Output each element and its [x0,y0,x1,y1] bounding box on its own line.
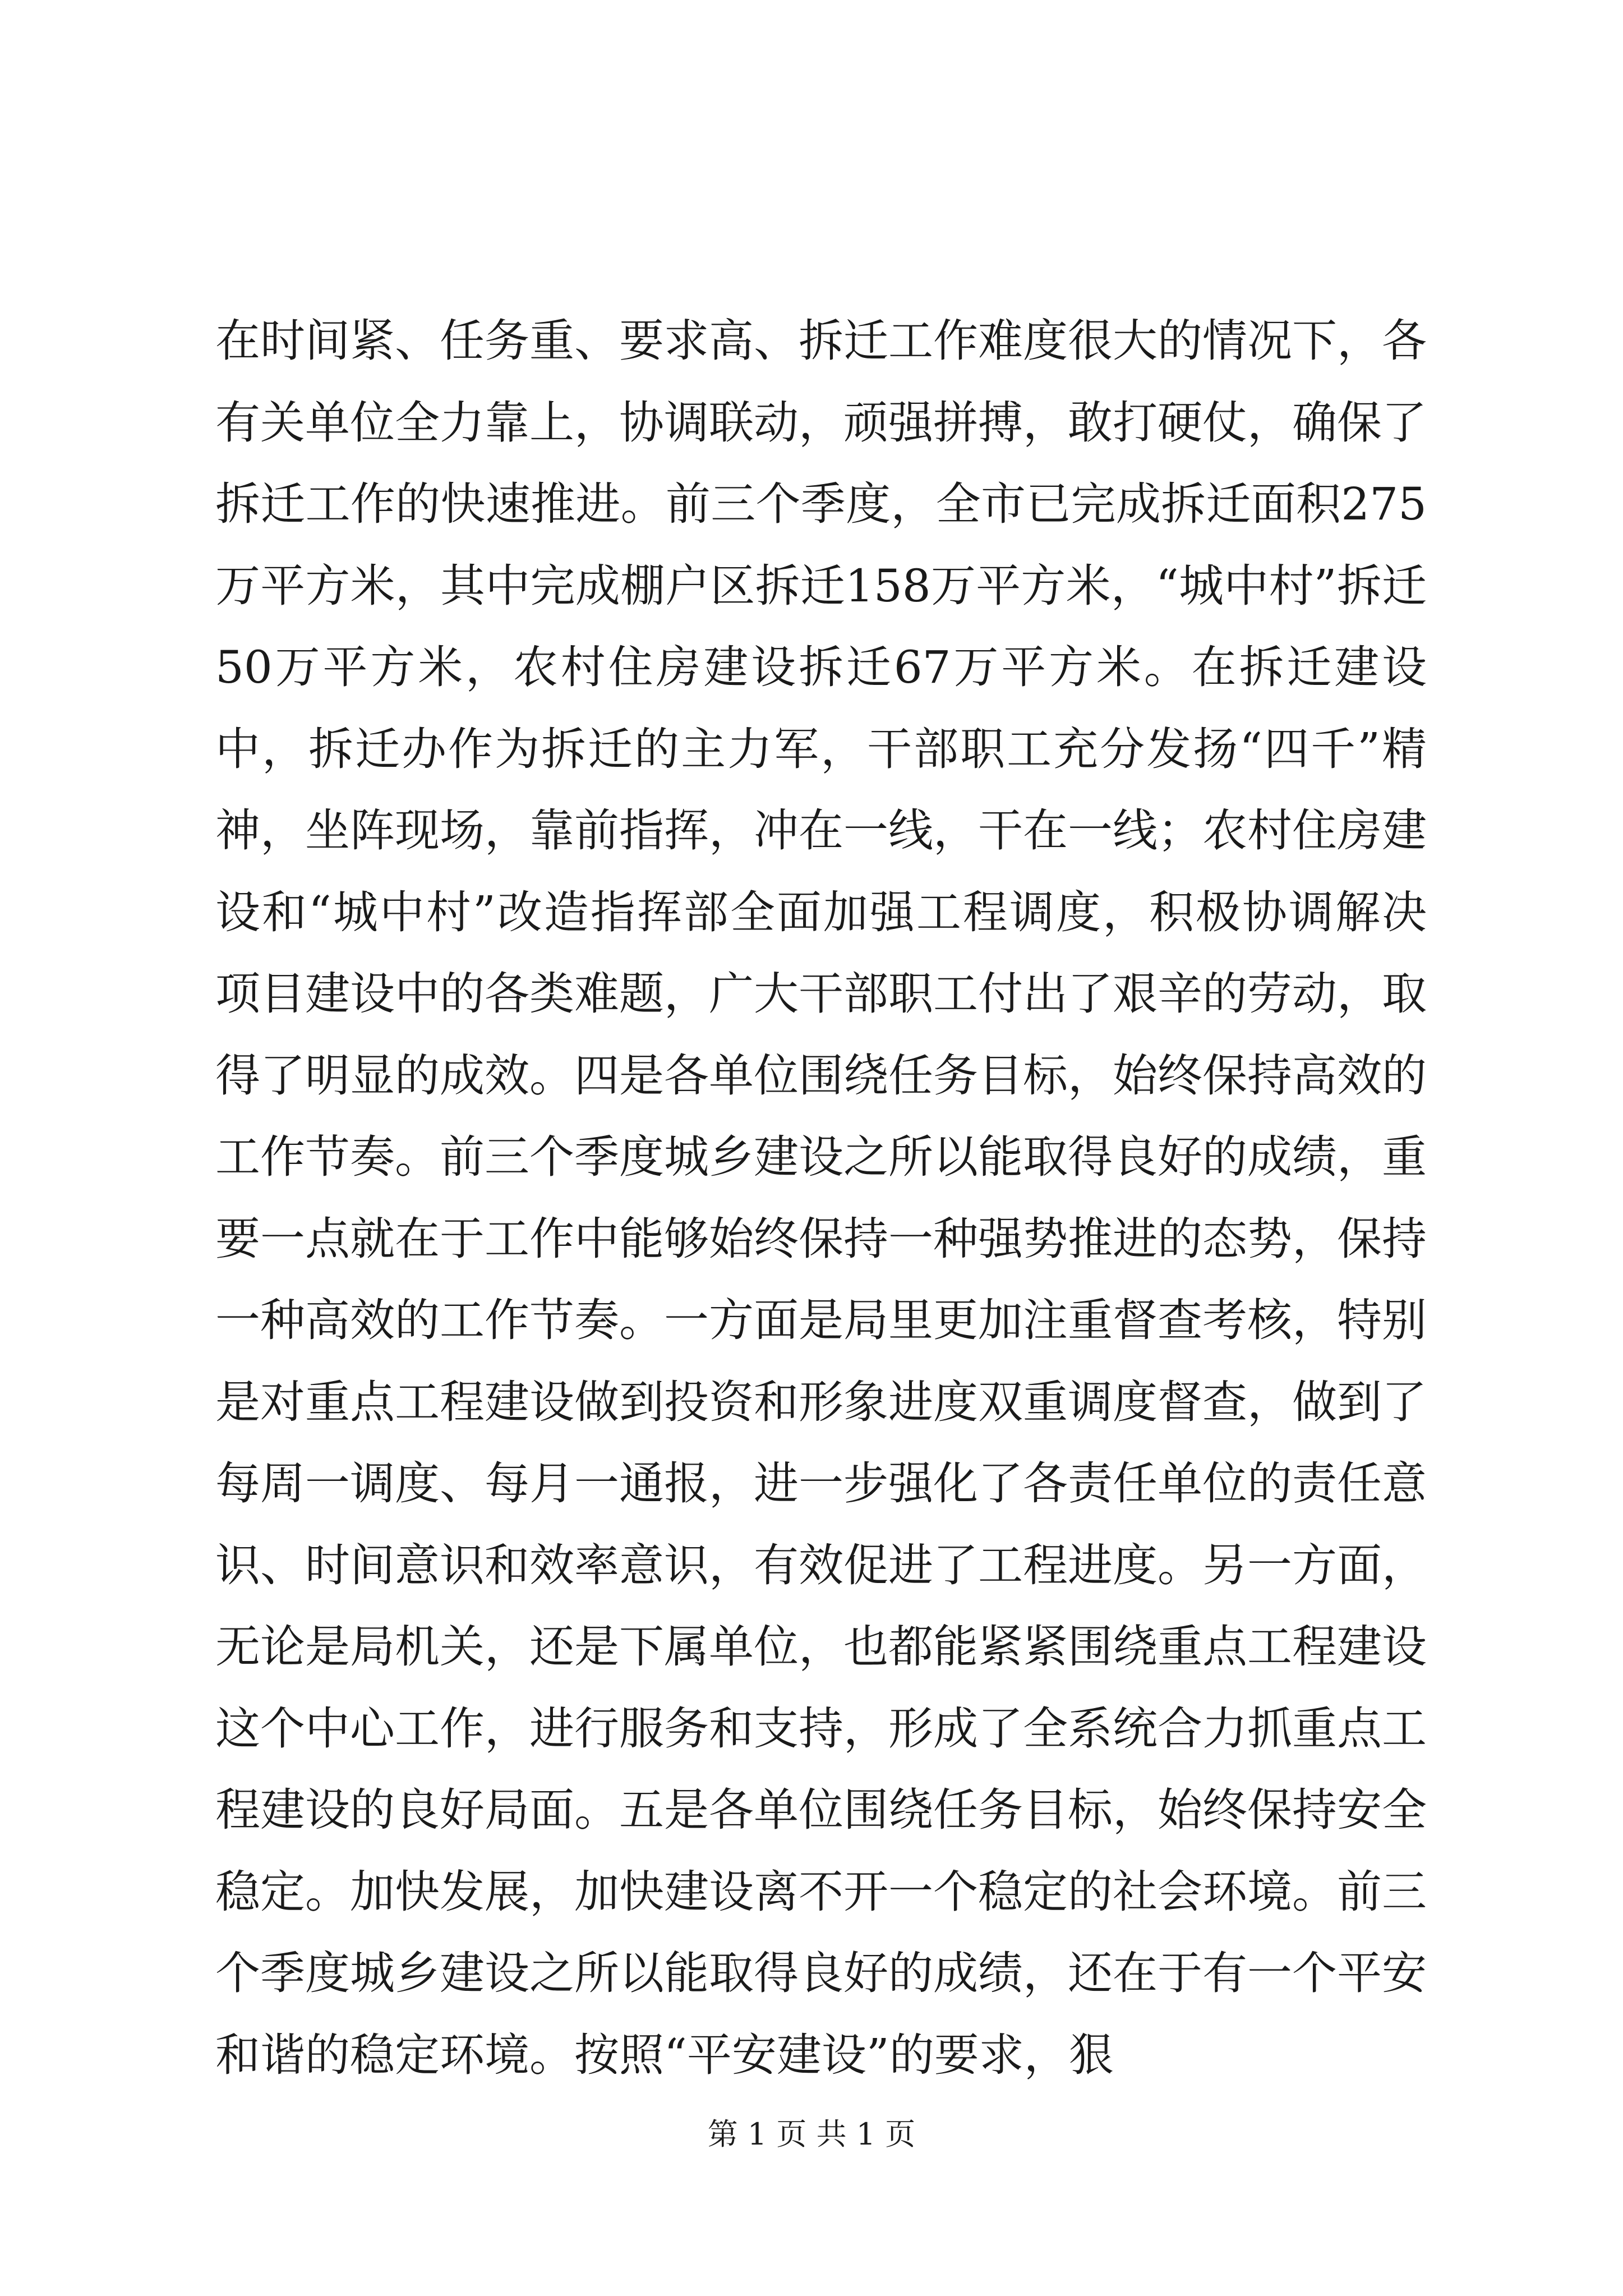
page-footer: 第 1 页 共 1 页 [707,2116,916,2152]
body-paragraph: 在时间紧、任务重、要求高、拆迁工作难度很大的情况下，各有关单位全力靠上，协调联动，顽强拼搏，敢打硬仗，确保了拆迁工作的快速推进。前三个季度，全市已完成拆迁面积275万平方米，其中完成棚户区拆迁158万平方米，“城中村”拆迁50万平方米，农村住房建设拆迁67万平方米。在拆迁建设中，拆迁办作为拆迁的主力军，干部职工充分发扬“四千”精神，坐阵现场，靠前指挥，冲在一线，干在一线；农村住房建设和“城中村”改造指挥部全面加强工程调度，积极协调解决项目建设中的各类难题，广大干部职工付出了艰辛的劳动，取得了明显的成效。四是各单位围绕任务目标，始终保持高效的工作节奏。前三个季度城乡建设之所以能取得良好的成绩，重要一点就在于工作中能够始终保持一种强势推进的态势，保持一种高效的工作节奏。一方面是局里更加注重督查考核，特别是对重点工程建设做到投资和形象进度双重调度督查，做到了每周一调度、每月一通报，进一步强化了各责任单位的责任意识、时间意识和效率意识，有效促进了工程进度。另一方面，无论是局机关，还是下属单位，也都能紧紧围绕重点工程建设这个中心工作，进行服务和支持，形成了全系统合力抓重点工程建设的良好局面。五是各单位围绕任务目标，始终保持安全稳定。加快发展，加快建设离不开一个稳定的社会环境。前三个季度城乡建设之所以能取得良好的成绩，还在于有一个平安和谐的稳定环境。按照“平安建设”的要求，狠 [215,315,1427,2081]
